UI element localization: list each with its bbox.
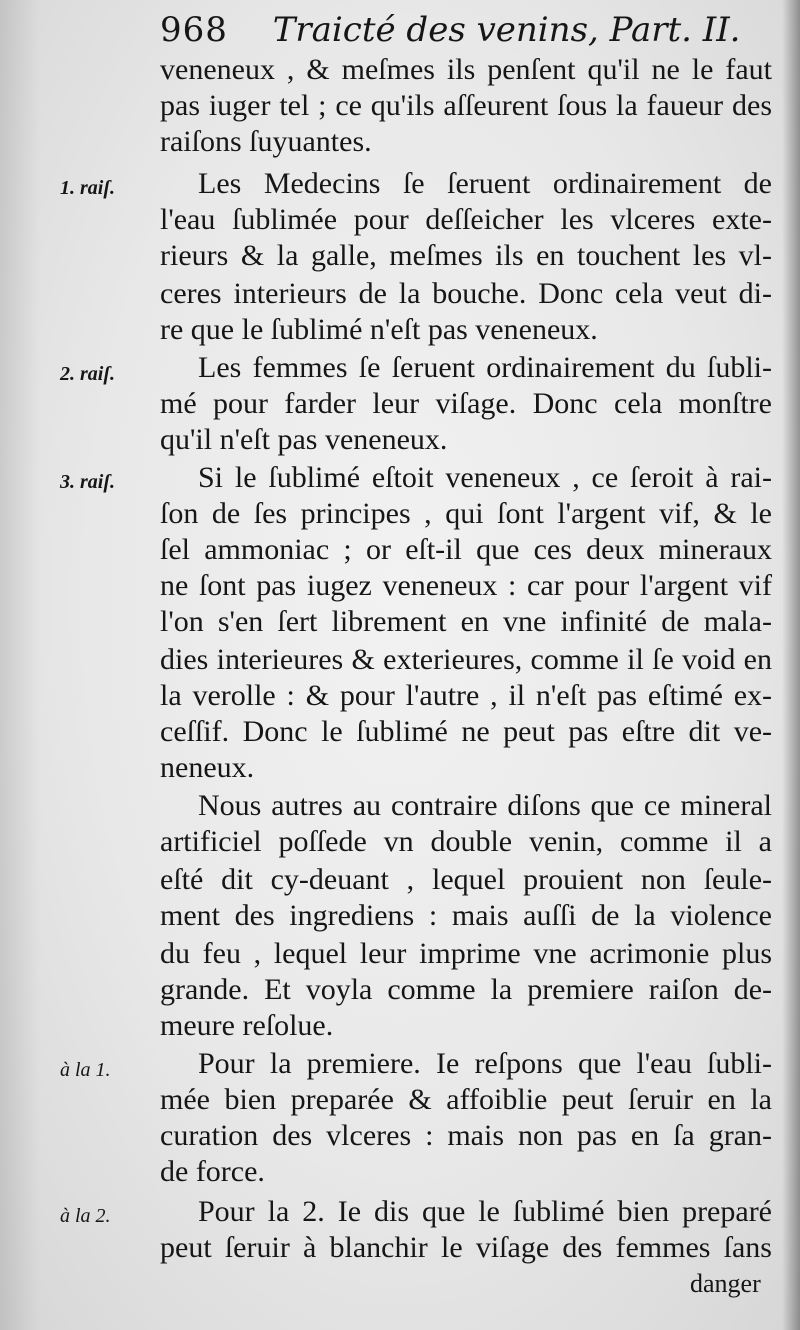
text-line: la verolle : & pour l'autre , il n'eſt pas eſtimé ex-: [160, 679, 772, 712]
paragraph-first-line: Pour la 2. Ie dis que le ſublimé bien preparé: [198, 1195, 772, 1228]
page-number: 968: [160, 10, 228, 50]
text-line: peut ſeruir à blanchir le viſage des femmes ſans: [160, 1231, 772, 1264]
text-line: l'eau ſublimée pour deſſeicher les vlceres exte-: [160, 203, 772, 236]
margin-note: à la 2.: [60, 1205, 111, 1227]
text-line: ne ſont pas iugez veneneux : car pour l'argent vif: [160, 569, 772, 602]
paragraph-first-line: Les femmes ſe ſeruent ordinairement du ſubli-: [198, 351, 772, 384]
text-line: du feu , lequel leur imprime vne acrimonie plus: [160, 937, 772, 970]
text-line: ſel ammoniac ; or eſt-il que ces deux mineraux: [160, 533, 772, 566]
paragraph-first-line: Pour la premiere. Ie reſpons que l'eau ſubli-: [198, 1047, 772, 1080]
text-line: veneneux , & meſmes ils penſent qu'il ne le faut: [160, 53, 772, 86]
text-line: qu'il n'eſt pas veneneux.: [160, 423, 448, 456]
catchword: danger: [690, 1269, 761, 1298]
margin-note: 2. raiſ.: [60, 363, 115, 385]
text-line: l'on s'en ſert librement en vne infinité de mala-: [160, 605, 772, 638]
text-line: grande. Et voyla comme la premiere raiſon de-: [160, 973, 772, 1006]
text-line: ment des ingrediens : mais auſſi de la violence: [160, 899, 772, 932]
text-line: de force.: [160, 1155, 265, 1188]
text-line: ceres interieurs de la bouche. Donc cela veut di-: [160, 277, 772, 310]
text-line: ceſſif. Donc le ſublimé ne peut pas eſtre dit ve-: [160, 715, 772, 748]
text-line: rieurs & la galle, meſmes ils en touchent les vl-: [160, 239, 772, 272]
text-line: re que le ſublimé n'eſt pas veneneux.: [160, 313, 598, 346]
text-line: artificiel poſſede vn double venin, comme il a: [160, 825, 772, 858]
text-line: pas iuger tel ; ce qu'ils aſſeurent ſous la faueur des: [160, 89, 772, 122]
paragraph-first-line: Nous autres au contraire diſons que ce mineral: [198, 789, 772, 822]
margin-note: 3. raiſ.: [60, 471, 115, 493]
text-line: meure reſolue.: [160, 1009, 334, 1042]
paragraph-first-line: Les Medecins ſe ſeruent ordinairement de: [198, 167, 772, 200]
paragraph-first-line: Si le ſublimé eſtoit veneneux , ce ſeroit à rai-: [198, 461, 772, 494]
page-header: [160, 8, 741, 52]
text-line: dies interieures & exterieures, comme il ſe void en: [160, 643, 772, 676]
text-line: mé pour farder leur viſage. Donc cela monſtre: [160, 387, 772, 420]
text-line: raiſons ſuyuantes.: [160, 125, 372, 158]
text-line: curation des vlceres : mais non pas en ſa gran-: [160, 1119, 772, 1152]
margin-note: à la 1.: [60, 1059, 111, 1081]
margin-note: 1. raiſ.: [60, 177, 115, 199]
text-line: neneux.: [160, 751, 255, 784]
text-line: mée bien preparée & affoiblie peut ſeruir en la: [160, 1083, 772, 1116]
text-line: eſté dit cy-deuant , lequel prouient non ſeule-: [160, 863, 772, 896]
text-line: ſon de ſes principes , qui ſont l'argent vif, & le: [160, 497, 772, 530]
running-title: Traicté des venins, Part. II.: [272, 10, 741, 50]
